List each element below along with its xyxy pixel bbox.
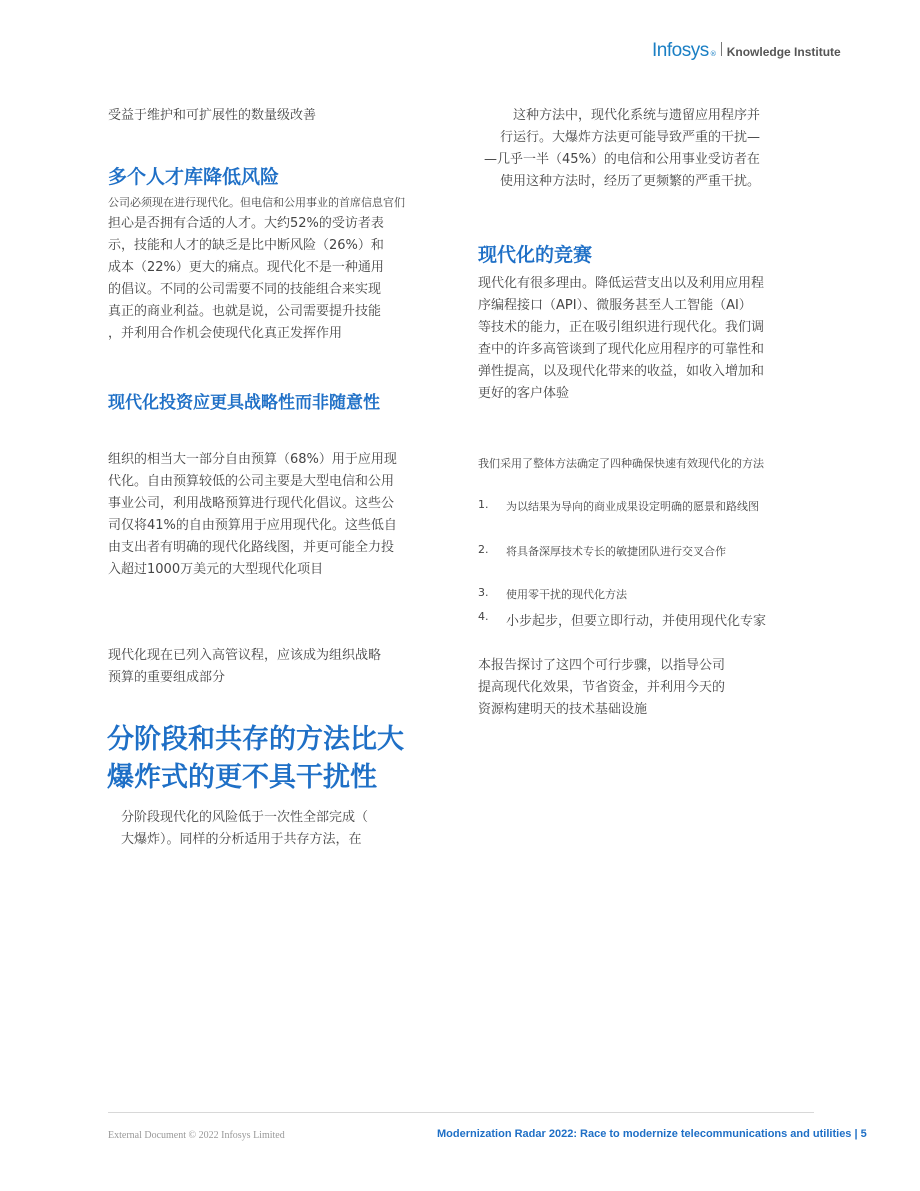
closing-line-2: 提高现代化效果，节省资金，并利用今天的 [478, 680, 726, 695]
list-number: 3. [478, 586, 489, 599]
section-talent-line-4: 成本（22%）更大的痛点。现代化不是一种通用 [108, 260, 384, 275]
section-investment-line-5: 由支出者有明确的现代化路线图，并更可能全力投 [108, 540, 395, 555]
list-text: 将具备深厚技术专长的敏捷团队进行交叉合作 [506, 545, 726, 558]
section-heading-race: 现代化的竞赛 [478, 244, 593, 266]
section-talent-line-7: ，并利用合作机会使现代化真正发挥作用 [108, 326, 343, 341]
section-race-line-2: 序编程接口（API）、微服务甚至人工智能（AI） [478, 298, 752, 313]
intro-line: 受益于维护和可扩展性的数量级改善 [108, 108, 317, 123]
list-item [478, 610, 766, 629]
list-text: 为以结果为导向的商业成果设定明确的愿景和路线图 [506, 500, 759, 513]
section-phased-line-1: 分阶段现代化的风险低于一次性全部完成（ [121, 810, 369, 825]
section-talent-line-5: 的倡议。不同的公司需要不同的技能组合来实现 [108, 282, 382, 297]
section-talent-line-6: 真正的商业利益。也就是说，公司需要提升技能 [108, 304, 382, 319]
footer-copyright: External Document © 2022 Infosys Limited [108, 1130, 285, 1141]
section-race-line-5: 弹性提高，以及现代化带来的收益，如收入增加和 [478, 364, 765, 379]
list-item [478, 543, 726, 559]
section-investment-para2-line-2: 预算的重要组成部分 [108, 670, 226, 685]
continuation-line-4: 使用这种方法时，经历了更频繁的严重干扰。 [500, 174, 761, 189]
section-investment-para2-line-1: 现代化现在已列入高管议程，应该成为组织战略 [108, 648, 382, 663]
section-heading-phased-line-2: 爆炸式的更不具干扰性 [107, 762, 377, 793]
section-talent-line-2: 担心是否拥有合适的人才。大约52%的受访者表 [108, 216, 384, 231]
continuation-line-2: 行运行。大爆炸方法更可能导致严重的干扰— [500, 130, 761, 145]
list-text: 小步起步，但要立即行动，并使用现代化专家 [506, 614, 767, 629]
header-logo [652, 40, 841, 62]
section-investment-line-4: 司仅将41%的自由预算用于应用现代化。这些低自 [108, 518, 397, 533]
footer-report-title: Modernization Radar 2022: Race to modernize telecommunications and utilities | 5 [437, 1128, 867, 1140]
list-number: 4. [478, 610, 489, 623]
section-phased-line-2: 大爆炸）。同样的分析适用于共存方法，在 [121, 832, 362, 847]
section-heading-investment: 现代化投资应更具战略性而非随意性 [108, 393, 380, 413]
logo-divider [721, 42, 722, 56]
section-talent-line-3: 示，技能和人才的缺乏是比中断风险（26%）和 [108, 238, 384, 253]
section-race-line-1: 现代化有很多理由。降低运营支出以及利用应用程 [478, 276, 765, 291]
list-item [478, 586, 627, 602]
brand-name: Infosys [652, 40, 709, 61]
section-heading-phased-line-1: 分阶段和共存的方法比大 [107, 724, 404, 755]
closing-line-3: 资源构建明天的技术基础设施 [478, 702, 648, 717]
continuation-line-1: 这种方法中，现代化系统与遗留应用程序并 [513, 108, 761, 123]
brand-subtitle: Knowledge Institute [726, 45, 841, 59]
section-talent-line-1: 公司必须现在进行现代化。但电信和公用事业的首席信息官们 [108, 196, 405, 209]
list-text: 使用零干扰的现代化方法 [506, 588, 627, 601]
section-investment-line-6: 入超过1000万美元的大型现代化项目 [108, 562, 324, 577]
registered-mark: ® [709, 50, 717, 58]
section-heading-talent: 多个人才库降低风险 [108, 166, 280, 188]
section-investment-line-2: 代化。自由预算较低的公司主要是大型电信和公用 [108, 474, 395, 489]
closing-line-1: 本报告探讨了这四个可行步骤，以指导公司 [478, 658, 726, 673]
list-item [478, 498, 759, 514]
section-investment-line-3: 事业公司，利用战略预算进行现代化倡议。这些公 [108, 496, 395, 511]
list-number: 1. [478, 498, 489, 511]
list-number: 2. [478, 543, 489, 556]
section-investment-line-1: 组织的相当大一部分自由预算（68%）用于应用现 [108, 452, 397, 467]
approach-intro: 我们采用了整体方法确定了四种确保快速有效现代化的方法 [478, 457, 764, 470]
footer-divider [108, 1112, 814, 1113]
section-race-line-4: 查中的许多高管谈到了现代化应用程序的可靠性和 [478, 342, 765, 357]
continuation-line-3: —几乎一半（45%）的电信和公用事业受访者在 [484, 152, 760, 167]
section-race-line-3: 等技术的能力，正在吸引组织进行现代化。我们调 [478, 320, 765, 335]
section-race-line-6: 更好的客户体验 [478, 386, 570, 401]
